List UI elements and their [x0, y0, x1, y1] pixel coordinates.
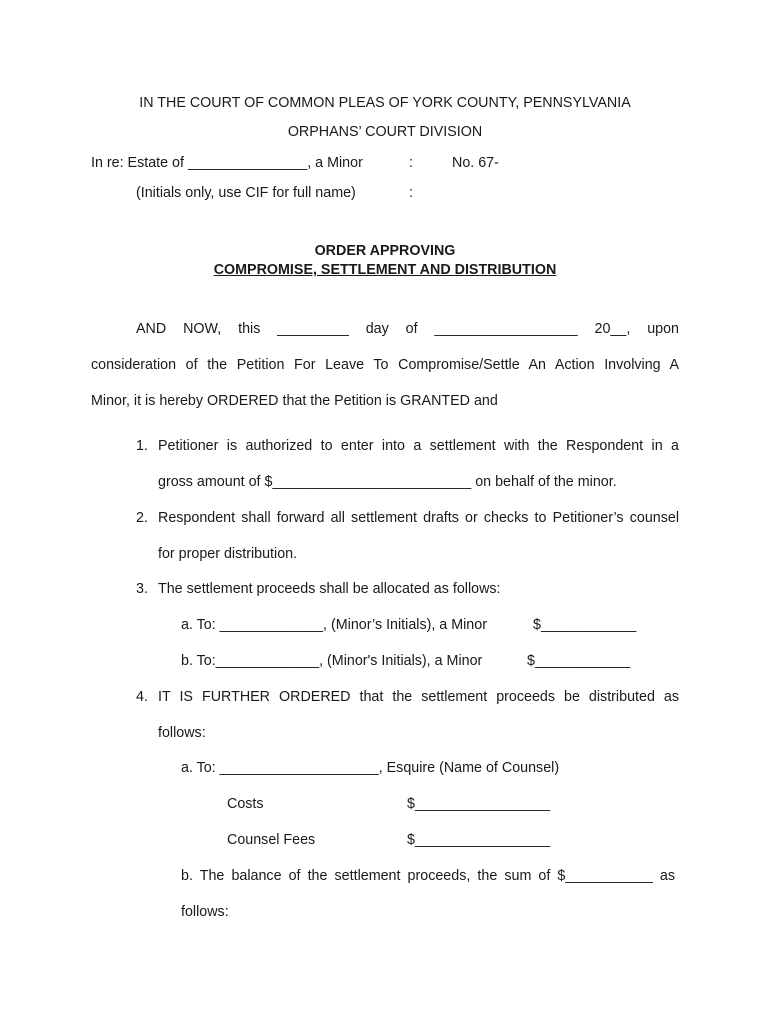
- item-2-line-2: for proper distribution.: [158, 546, 298, 562]
- item-2-line-1: Respondent shall forward all settlement drafts or checks to Petitioner’s counsel: [158, 510, 679, 526]
- costs-label: Costs: [227, 796, 264, 812]
- item-number: 1.: [136, 438, 148, 454]
- caption-colon: :: [409, 155, 413, 171]
- allocation-b-label: b. To:_____________, (Minor's Initials), a Minor: [181, 653, 483, 669]
- allocation-b-amount: $____________: [527, 653, 631, 669]
- distribution-b-line-1: b. The balance of the settlement proceeds, the sum of $___________ as: [181, 868, 675, 884]
- costs-amount: $_________________: [407, 796, 551, 812]
- item-1-line-2: gross amount of $_________________________ on behalf of the minor.: [158, 474, 617, 490]
- caption-colon: :: [409, 185, 413, 201]
- division-heading: ORPHANS’ COURT DIVISION: [287, 124, 483, 140]
- item-number: 3.: [136, 581, 148, 597]
- allocation-a-amount: $____________: [533, 617, 637, 633]
- item-number: 2.: [136, 510, 148, 526]
- counsel-fees-label: Counsel Fees: [227, 832, 316, 848]
- initials-note: (Initials only, use CIF for full name): [136, 185, 356, 201]
- case-number: No. 67-: [452, 155, 499, 171]
- distribution-a-label: a. To: ____________________, Esquire (Name of Counsel): [181, 760, 560, 776]
- estate-caption: In re: Estate of _______________, a Minor: [91, 155, 363, 171]
- court-heading: IN THE COURT OF COMMON PLEAS OF YORK COUNTY, PENNSYLVANIA: [139, 95, 631, 111]
- intro-line-1: AND NOW, this _________ day of __________________ 20__, upon: [136, 321, 679, 337]
- intro-line-2: consideration of the Petition For Leave To Compromise/Settle An Action Involving A: [91, 357, 679, 373]
- item-3-line-1: The settlement proceeds shall be allocated as follows:: [158, 581, 501, 597]
- counsel-fees-amount: $_________________: [407, 832, 551, 848]
- order-title-line1: ORDER APPROVING: [314, 243, 456, 259]
- item-4-line-2: follows:: [158, 725, 206, 741]
- item-number: 4.: [136, 689, 148, 705]
- intro-line-3: Minor, it is hereby ORDERED that the Petition is GRANTED and: [91, 393, 498, 409]
- item-4-line-1: IT IS FURTHER ORDERED that the settlement proceeds be distributed as: [158, 689, 679, 705]
- item-1-line-1: Petitioner is authorized to enter into a settlement with the Respondent in a: [158, 438, 679, 454]
- distribution-b-line-2: follows:: [181, 904, 229, 920]
- allocation-a-label: a. To: _____________, (Minor’s Initials), a Minor: [181, 617, 487, 633]
- order-title-line2: COMPROMISE, SETTLEMENT AND DISTRIBUTION: [213, 262, 557, 278]
